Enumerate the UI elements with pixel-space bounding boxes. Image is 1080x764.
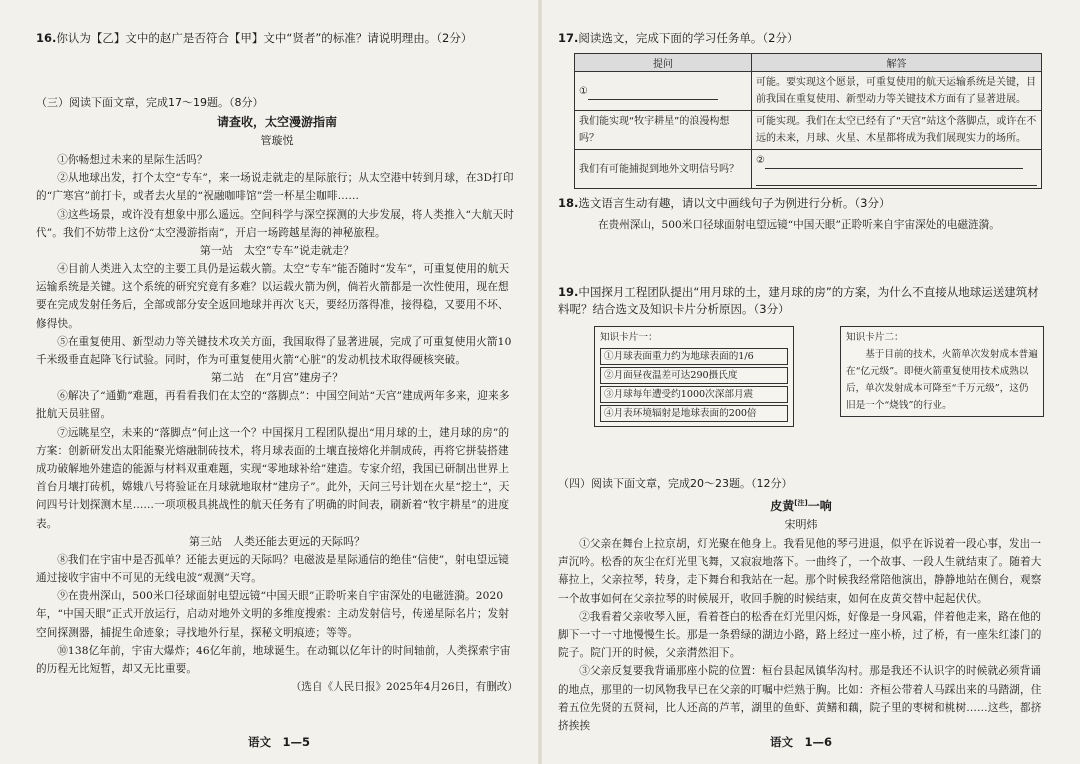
question-17 (558, 30, 1044, 47)
table-cell-answer (752, 150, 1042, 189)
paragraph: ⑤在重复使用、新型动力等关键技术攻关方面，我国取得了显著进展，完成了可重复使用火箭10千米级垂直起降飞行试验。同时，作为可重复使用火箭“心脏”的发动机技术取得硬核突破。 (36, 335, 512, 367)
article-author: 宋明炜 (784, 518, 818, 531)
question-number: 19. (558, 285, 579, 299)
quoted-sentence: 在贵州深山，500米口径球面射电望远镜“中国天眼”正聆听来自宇宙深处的电磁涟漪。 (598, 219, 1000, 231)
paragraph: ④目前人类进入太空的主要工具仍是运载火箭。太空“专车”能否随时“发车”，可重复使用的航天运输系统是关键。这个系统的研究究竟有多难？以运载火箭为例，倘若火箭都是一次性使用，现在想要在完成发射任务后，全部或部分安全返回地球并再次飞天，要经历落得准，接得稳，又要用不坏、修得快。 (36, 263, 510, 330)
paragraph: ③父亲反复要我背诵那座小院的位置：桓台县起凤镇华沟村。那是我还不认识字的时候就必须背诵的地点，那里的一切风物我早已在父亲的叮嘱中烂熟于胸。比如：齐桓公带着人马踩出来的马踏湖，住着五位先贤的五贤祠，比人还高的芦苇，湖里的鱼虾、黄鳝和藕，院子里的枣树和桃树……这些，都挤挤挨挨 (558, 665, 1042, 733)
table-cell-answer: 可能实现。我们在太空已经有了“天宫”站这个落脚点，或许在不远的未来，月球、火星、木星都将成为我们展现实力的场所。 (752, 111, 1042, 150)
answer-blank[interactable] (765, 156, 1023, 169)
question-number: 16. (36, 31, 57, 45)
paragraph: ⑦远眺星空，未来的“落脚点”何止这一个？中国探月工程团队提出“用月球的土，建月球的房”的方案：创新研发出太阳能聚光熔融制砖技术，将月球表面的土壤直接熔化并制成砖，再将它拼装搭建成功破解地外建造的能源与材料双重难题，实现“零地球补给”建造。专家介绍，我国已研制出世界上首台月壤打砖机，嫦娥八号将验证在月球就地取材“建房子”。此外，天问三号计划在火星“挖土”，天问四号计划探测木星……一项项极具挑战性的航天任务有了明确的时间表，刷新着“牧宇耕星”的进度表。 (36, 426, 510, 530)
card-title: 知识卡片二： (846, 332, 904, 343)
question-number: 17. (558, 31, 579, 45)
paragraph: ①你畅想过未来的星际生活吗？ (57, 154, 208, 166)
paragraph: ②我看着父亲收琴入匣，看着苍白的松香在灯光里闪烁，好像是一身风霜，伴着他走来，路在他的脚下一寸一寸地慢慢生长。那是一条碧绿的湖边小路，路上经过一座小桥，过了桥，有一座朱红漆门的院子。院门开的时候，父亲潸然泪下。 (558, 610, 1042, 660)
table-row (575, 72, 1042, 111)
paragraph: ②从地球出发，打个太空“专车”，来一场说走就走的星际旅行；从太空港中转到月球，在3D打印的“广寒宫”前打卡，或者去火星的“祝融咖啡馆”尝一杯星尘咖啡…… (36, 172, 514, 203)
page-footer: 语文 1—6 (770, 735, 833, 749)
table-row (575, 111, 1042, 150)
title-footnote-mark: [注] (794, 499, 808, 507)
card-fact: ③月球每年遭受约1000次深部月震 (600, 386, 788, 403)
question-text: 你认为【乙】文中的赵广是否符合【甲】文中“贤者”的标准？请说明理由。（2分） (56, 31, 473, 45)
title-tail: 一响 (807, 499, 832, 513)
table-cell-question (575, 72, 752, 111)
article-title: 请查收，太空漫游指南 (216, 115, 337, 129)
answer-blank[interactable] (588, 87, 718, 100)
question-16 (36, 30, 518, 47)
paragraph: ⑥解决了“通勤”难题，再看看我们在太空的“落脚点”：中国空间站“天宫”建成两年多来，迎来多批航天员驻留。 (36, 390, 510, 421)
question-18 (558, 195, 1044, 212)
paragraph: ③这些场景，或许没有想象中那么遥远。空间科学与深空探测的大步发展，将人类推入“大航天时代”。我们不妨带上这份“太空漫游指南”，开启一场跨越星海的神秘旅程。 (36, 208, 514, 239)
knowledge-cards (558, 326, 1044, 446)
table-cell-question: 我们能实现“牧宇耕星”的浪漫构想吗？ (575, 111, 752, 150)
section-4-heading: （四）阅读下面文章，完成20～23题。（12分） (558, 477, 793, 490)
question-text: 阅读选文，完成下面的学习任务单。（2分） (578, 31, 799, 45)
paragraph: ⑨在贵州深山，500米口径球面射电望远镜“中国天眼”正聆听来自宇宙深处的电磁涟漪。2020年，“中国天眼”正式开放运行，启动对地外文明的多维度搜索：主动发射信号，传递星际名片；发射空间探测器，捕捉生命迹象；寻找地外行星，探秘文明痕迹；等等。 (36, 590, 510, 639)
blank-marker: ① (579, 85, 588, 97)
question-text: 选文语言生动有趣，请以文中画线句子为例进行分析。（3分） (578, 196, 891, 210)
paragraph: ⑩138亿年前，宇宙大爆炸；46亿年前，地球诞生。在动辄以亿年计的时间轴前，人类探索宇宙的历程无比短暂，却又无比重要。 (36, 644, 511, 676)
card-fact: ④月表环境辐射是地球表面的200倍 (600, 405, 788, 422)
article-author: 管璇悦 (260, 134, 294, 147)
page-footer: 语文 1—5 (248, 735, 311, 749)
table-header: 提问 (575, 54, 752, 72)
card-title: 知识卡片一： (600, 332, 658, 343)
table-header: 解答 (752, 54, 1042, 72)
subheading-station-2: 第二站 在“月宫”建房子？ (210, 371, 344, 385)
task-table (574, 53, 1042, 189)
card-text: 基于目前的技术，火箭单次发射成本普遍在“亿元级”。即便火箭重复使用技术成熟以后，单次发射成本可降至“千万元级”，这仍旧是一个“烧钱”的行业。 (846, 349, 1038, 411)
knowledge-card-2 (840, 326, 1044, 417)
paragraph: ①父亲在舞台上拉京胡，灯光聚在他身上。我看见他的琴弓进退，似乎在诉说着一段心事，发出一声沉吟。松香的灰尘在灯光里飞舞，又寂寂地落下。一曲终了，一个故事、一段人生就结束了。随着大幕拉上，父亲拉琴，转身，走下舞台和我站在一起。那个时候我经常陪他演出，静静地站在侧台，观察一个故事如何在父亲拉琴的时候展开，收回手腕的时候结束，如何在皮黄交替中起起伏伏。 (558, 538, 1042, 605)
knowledge-card-1 (594, 326, 794, 427)
subheading-station-1: 第一站 太空“专车”说走就走？ (199, 244, 355, 258)
answer-blank[interactable] (756, 171, 1037, 186)
table-cell-question: 我们有可能捕捉到地外文明信号吗？ (575, 150, 752, 189)
article-title (558, 494, 1044, 515)
card-fact: ②月面昼夜温差可达290摄氏度 (600, 367, 788, 384)
subheading-station-3: 第三站 人类还能去更远的天际吗？ (189, 534, 365, 548)
paragraph: ⑧我们在宇宙中是否孤单？还能去更远的天际吗？电磁波是星际通信的绝佳“信使”，射电望远镜通过接收宇宙中不可见的无线电波“观测”天穹。 (36, 553, 509, 585)
article-source: （选自《人民日报》2025年4月26日，有删改） (290, 681, 518, 694)
right-page (540, 0, 1080, 764)
question-text: 中国探月工程团队提出“用月球的土，建月球的房”的方案，为什么不直接从地球运送建筑材料呢？结合选文及知识卡片分析原因。（3分） (558, 285, 1039, 316)
section-3-heading: （三）阅读下面文章，完成17～19题。（8分） (36, 96, 264, 109)
table-header-row (575, 54, 1042, 72)
title-main: 皮黄 (770, 499, 795, 513)
question-number: 18. (558, 196, 579, 210)
card-fact: ①月球表面重力约为地球表面的1/6 (600, 348, 788, 365)
table-cell-answer: 可能。要实现这个愿景，可重复使用的航天运输系统是关键，目前我国在重复使用、新型动力等关键技术方面有了显著进展。 (752, 72, 1042, 111)
blank-marker: ② (756, 155, 765, 166)
table-row (575, 150, 1042, 189)
question-19 (558, 284, 1044, 318)
